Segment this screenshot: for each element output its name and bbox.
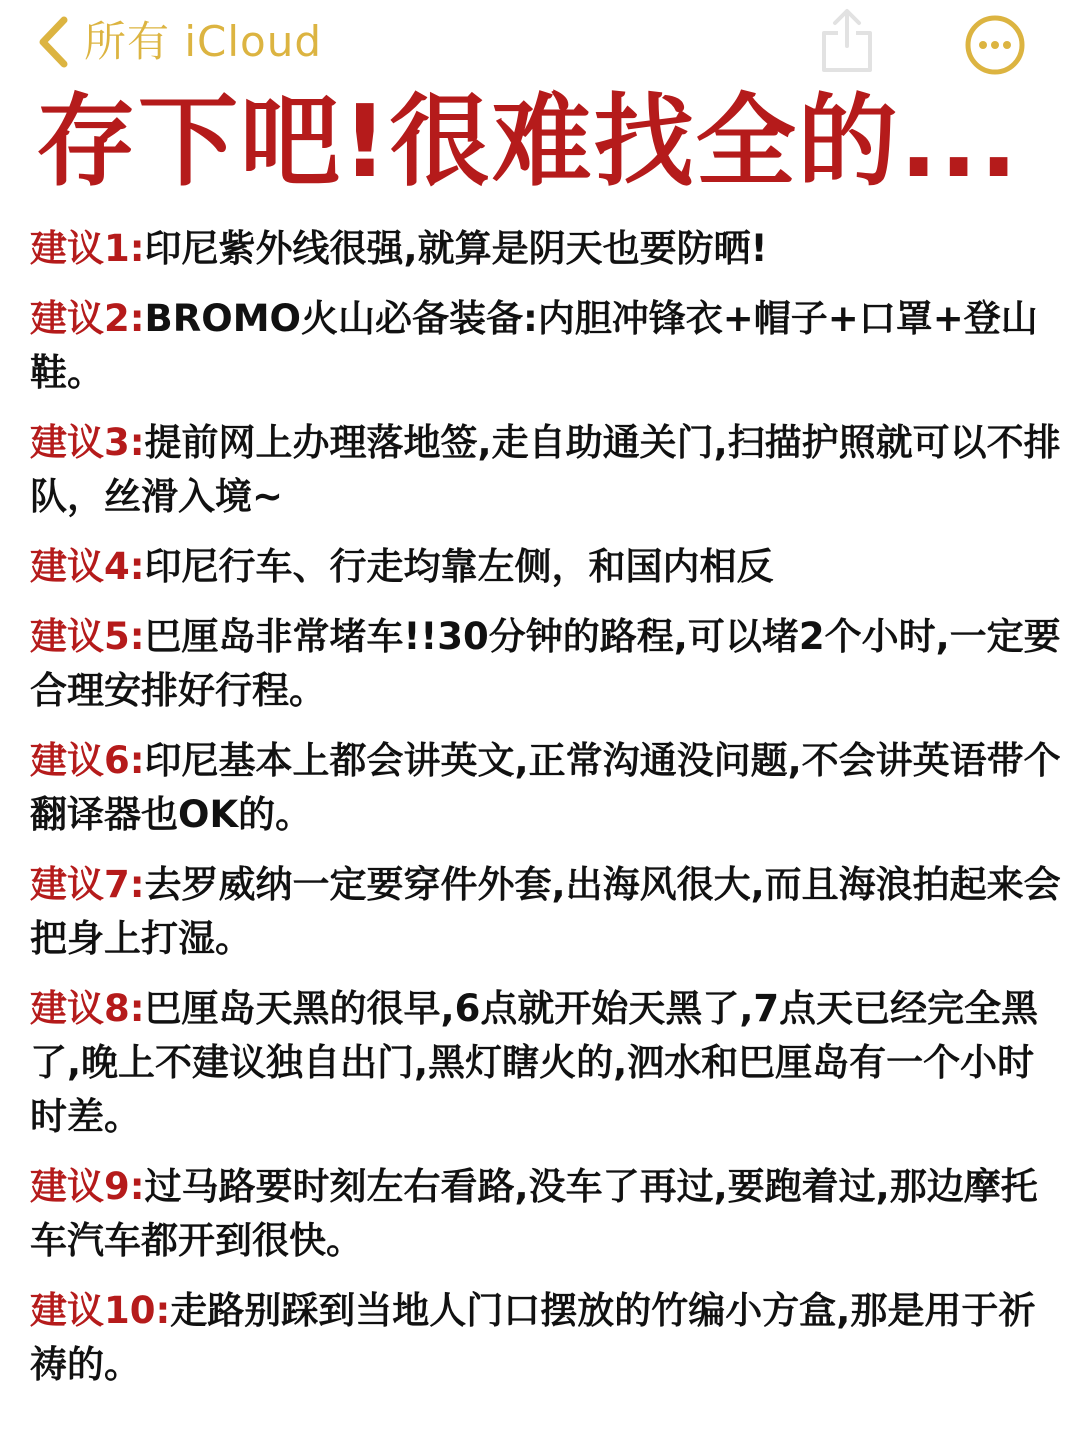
tip-label: 建议1: — [30, 227, 145, 270]
tip-item — [30, 982, 1064, 1144]
tip-text: 走路别踩到当地人门口摆放的竹编小方盒,那是用于祈祷的。 — [30, 1289, 1036, 1386]
tip-item — [30, 1160, 1064, 1268]
tip-label: 建议4: — [30, 545, 145, 588]
tip-item — [30, 1284, 1064, 1392]
tip-text: 去罗威纳一定要穿件外套,出海风很大,而且海浪拍起来会把身上打湿。 — [30, 863, 1061, 960]
back-button-label: 所有 iCloud — [84, 17, 322, 66]
tip-text: 印尼紫外线很强,就算是阴天也要防晒! — [144, 227, 768, 270]
tip-text: 巴厘岛天黑的很早,6点就开始天黑了,7点天已经完全黑了,晚上不建议独自出门,黑灯瞎火的,泗水和巴厘岛有一个小时时差。 — [30, 987, 1039, 1138]
more-options-button[interactable] — [964, 14, 1026, 76]
tip-item — [30, 292, 1064, 400]
tip-label: 建议5: — [30, 615, 145, 658]
tip-label: 建议8: — [30, 987, 145, 1030]
chevron-left-icon — [36, 16, 70, 68]
tip-text: 印尼行车、行走均靠左侧，和国内相反 — [144, 545, 774, 588]
tip-label: 建议3: — [30, 421, 145, 464]
note-title: 存下吧!很难找全的... — [36, 83, 1020, 200]
tip-text: 巴厘岛非常堵车!!30分钟的路程,可以堵2个小时,一定要合理安排好行程。 — [30, 615, 1061, 712]
tip-item — [30, 222, 1064, 276]
tip-text: 印尼基本上都会讲英文,正常沟通没问题,不会讲英语带个翻译器也OK的。 — [30, 739, 1061, 836]
tip-label: 建议9: — [30, 1165, 145, 1208]
share-button[interactable] — [818, 6, 876, 74]
share-icon — [818, 59, 876, 78]
ellipsis-circle-icon — [964, 61, 1026, 80]
tips-list — [30, 222, 1064, 1408]
tip-item — [30, 734, 1064, 842]
tip-text: 过马路要时刻左右看路,没车了再过,要跑着过,那边摩托车汽车都开到很快。 — [30, 1165, 1038, 1262]
tip-label: 建议6: — [30, 739, 145, 782]
tip-label: 建议10: — [30, 1289, 171, 1332]
tip-text: BROMO火山必备装备:内胆冲锋衣+帽子+口罩+登山鞋。 — [30, 297, 1038, 394]
back-button[interactable] — [36, 14, 322, 70]
navigation-bar — [0, 0, 1080, 86]
tip-text: 提前网上办理落地签,走自助通关门,扫描护照就可以不排队，丝滑入境~ — [30, 421, 1061, 518]
tip-item — [30, 540, 1064, 594]
tip-item — [30, 610, 1064, 718]
tip-label: 建议7: — [30, 863, 145, 906]
tip-item — [30, 858, 1064, 966]
tip-item — [30, 416, 1064, 524]
tip-label: 建议2: — [30, 297, 145, 340]
